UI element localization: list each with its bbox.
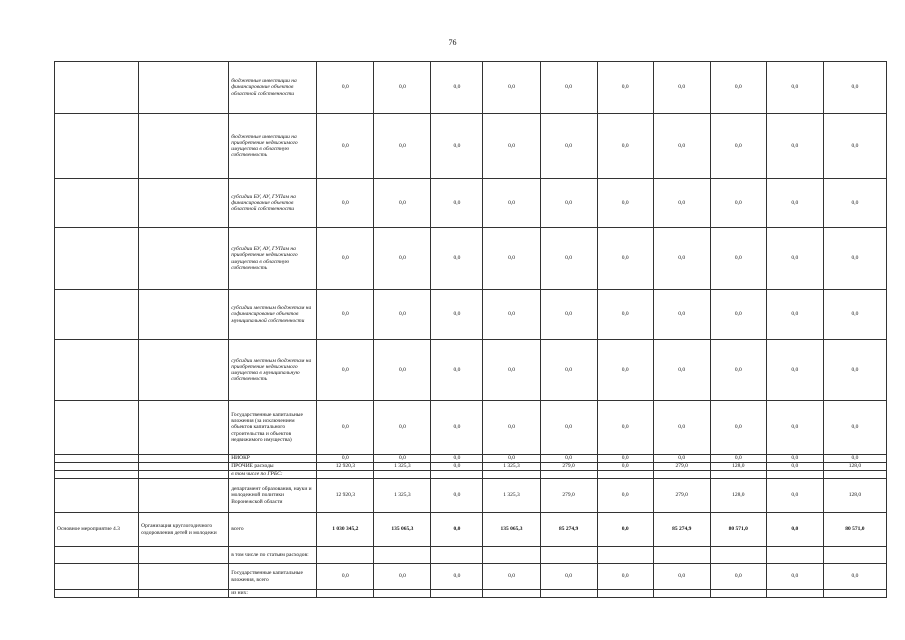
value-cell xyxy=(653,471,710,479)
value-cell: 0,0 xyxy=(431,228,483,290)
value-cell xyxy=(597,590,653,598)
row-label: из них: xyxy=(229,590,317,598)
value-cell: 0,0 xyxy=(597,401,653,455)
value-cell: 0,0 xyxy=(823,564,886,590)
value-cell xyxy=(317,547,374,564)
value-cell xyxy=(653,590,710,598)
value-cell: 1 325,3 xyxy=(374,463,431,471)
value-cell: 0,0 xyxy=(653,62,710,114)
value-cell: 0,0 xyxy=(317,290,374,340)
table-row xyxy=(55,590,887,598)
budget-table xyxy=(54,61,887,598)
value-cell: 0,0 xyxy=(597,62,653,114)
value-cell: 128,0 xyxy=(823,463,886,471)
value-cell: 0,0 xyxy=(374,564,431,590)
value-cell: 0,0 xyxy=(823,179,886,228)
value-cell xyxy=(710,547,766,564)
empty-cell xyxy=(55,463,139,471)
value-cell: 0,0 xyxy=(317,564,374,590)
value-cell: 128,0 xyxy=(710,479,766,513)
value-cell: 0,0 xyxy=(431,114,483,179)
empty-cell xyxy=(139,228,229,290)
value-cell: 0,0 xyxy=(597,463,653,471)
value-cell: 0,0 xyxy=(710,290,766,340)
value-cell xyxy=(597,547,653,564)
value-cell: 12 920,3 xyxy=(317,479,374,513)
value-cell: 279,0 xyxy=(540,463,597,471)
value-cell: 0,0 xyxy=(766,290,823,340)
value-cell: 0,0 xyxy=(317,114,374,179)
row-label: ПРОЧИЕ расходы xyxy=(229,463,317,471)
value-cell: 0,0 xyxy=(597,179,653,228)
value-cell: 0,0 xyxy=(483,179,540,228)
empty-cell xyxy=(139,590,229,598)
empty-cell xyxy=(55,547,139,564)
value-cell: 0,0 xyxy=(374,228,431,290)
value-cell: 128,0 xyxy=(823,479,886,513)
value-cell: 135 065,3 xyxy=(374,513,431,547)
value-cell: 0,0 xyxy=(483,564,540,590)
row-label: бюджетные инвестиции на финансирование объектов областной собственности xyxy=(229,62,317,114)
value-cell: 0,0 xyxy=(766,340,823,401)
value-cell: 0,0 xyxy=(766,179,823,228)
row-label: субсидии местным бюджетам на софинансирование объектов муниципальной собственности xyxy=(229,290,317,340)
value-cell: 0,0 xyxy=(374,62,431,114)
value-cell: 0,0 xyxy=(483,455,540,463)
value-cell: 0,0 xyxy=(431,564,483,590)
value-cell xyxy=(317,590,374,598)
value-cell xyxy=(540,547,597,564)
value-cell xyxy=(317,471,374,479)
empty-cell xyxy=(139,179,229,228)
value-cell: 1 030 345,2 xyxy=(317,513,374,547)
empty-cell xyxy=(139,471,229,479)
value-cell: 0,0 xyxy=(710,401,766,455)
event-label: Основное мероприятие 4.3 xyxy=(55,513,139,547)
row-label: Государственные капитальные вложения (за исключением объектов капитального строительства и объектов недвижимого имущества) xyxy=(229,401,317,455)
value-cell: 0,0 xyxy=(374,401,431,455)
value-cell: 0,0 xyxy=(597,479,653,513)
value-cell: 0,0 xyxy=(483,228,540,290)
value-cell: 0,0 xyxy=(483,114,540,179)
empty-cell xyxy=(55,401,139,455)
value-cell: 279,0 xyxy=(540,479,597,513)
value-cell: 0,0 xyxy=(710,62,766,114)
value-cell: 0,0 xyxy=(653,114,710,179)
value-cell: 0,0 xyxy=(653,340,710,401)
value-cell: 0,0 xyxy=(766,62,823,114)
value-cell: 0,0 xyxy=(317,228,374,290)
value-cell xyxy=(710,590,766,598)
value-cell: 0,0 xyxy=(540,564,597,590)
value-cell xyxy=(374,471,431,479)
value-cell xyxy=(710,471,766,479)
value-cell: 0,0 xyxy=(597,564,653,590)
value-cell: 1 325,3 xyxy=(374,479,431,513)
value-cell: 0,0 xyxy=(823,340,886,401)
table-row xyxy=(55,547,887,564)
value-cell: 1 325,3 xyxy=(483,479,540,513)
value-cell: 135 065,3 xyxy=(483,513,540,547)
value-cell: 0,0 xyxy=(823,114,886,179)
value-cell: 0,0 xyxy=(597,290,653,340)
value-cell: 0,0 xyxy=(317,179,374,228)
empty-cell xyxy=(139,463,229,471)
table-row xyxy=(55,479,887,513)
value-cell xyxy=(766,590,823,598)
table-row xyxy=(55,340,887,401)
row-label: НИОКР xyxy=(229,455,317,463)
table-row xyxy=(55,463,887,471)
value-cell xyxy=(483,471,540,479)
value-cell: 0,0 xyxy=(766,455,823,463)
value-cell: 80 571,0 xyxy=(823,513,886,547)
value-cell: 0,0 xyxy=(766,513,823,547)
row-label: субсидии БУ, АУ, ГУПам на приобретение недвижимого имущества в областную собственность xyxy=(229,228,317,290)
value-cell: 0,0 xyxy=(766,401,823,455)
empty-cell xyxy=(55,114,139,179)
value-cell: 0,0 xyxy=(653,564,710,590)
value-cell: 0,0 xyxy=(710,179,766,228)
value-cell: 0,0 xyxy=(540,179,597,228)
value-cell: 128,0 xyxy=(710,463,766,471)
value-cell: 0,0 xyxy=(653,290,710,340)
empty-cell xyxy=(55,62,139,114)
empty-cell xyxy=(139,62,229,114)
value-cell: 0,0 xyxy=(317,401,374,455)
value-cell: 0,0 xyxy=(483,290,540,340)
value-cell: 0,0 xyxy=(766,463,823,471)
value-cell: 0,0 xyxy=(540,340,597,401)
value-cell: 0,0 xyxy=(597,228,653,290)
table-row xyxy=(55,290,887,340)
value-cell: 0,0 xyxy=(483,62,540,114)
value-cell: 0,0 xyxy=(540,114,597,179)
value-cell: 85 274,9 xyxy=(653,513,710,547)
value-cell xyxy=(823,471,886,479)
empty-cell xyxy=(139,340,229,401)
value-cell: 0,0 xyxy=(431,463,483,471)
value-cell: 0,0 xyxy=(374,340,431,401)
row-label: бюджетные инвестиции на приобретение недвижимого имущества в областную собственность xyxy=(229,114,317,179)
value-cell: 0,0 xyxy=(823,62,886,114)
table-body xyxy=(55,62,887,598)
value-cell: 0,0 xyxy=(431,455,483,463)
value-cell: 0,0 xyxy=(374,114,431,179)
table-row xyxy=(55,513,887,547)
value-cell: 0,0 xyxy=(597,340,653,401)
value-cell: 0,0 xyxy=(317,340,374,401)
empty-cell xyxy=(139,401,229,455)
value-cell xyxy=(823,547,886,564)
table-row xyxy=(55,62,887,114)
value-cell: 0,0 xyxy=(653,228,710,290)
value-cell: 0,0 xyxy=(317,62,374,114)
value-cell: 0,0 xyxy=(483,401,540,455)
table-row xyxy=(55,471,887,479)
value-cell xyxy=(823,590,886,598)
empty-cell xyxy=(55,179,139,228)
page-number: 76 xyxy=(448,38,457,47)
empty-cell xyxy=(55,471,139,479)
row-label: Государственные капитальные вложения, всего xyxy=(229,564,317,590)
value-cell xyxy=(540,471,597,479)
value-cell: 0,0 xyxy=(653,401,710,455)
value-cell: 0,0 xyxy=(710,564,766,590)
value-cell: 0,0 xyxy=(431,290,483,340)
value-cell xyxy=(597,471,653,479)
value-cell: 0,0 xyxy=(710,455,766,463)
value-cell: 0,0 xyxy=(374,179,431,228)
value-cell: 0,0 xyxy=(374,290,431,340)
empty-cell xyxy=(55,290,139,340)
empty-cell xyxy=(55,455,139,463)
empty-cell xyxy=(139,479,229,513)
value-cell xyxy=(431,590,483,598)
value-cell xyxy=(540,590,597,598)
value-cell: 0,0 xyxy=(483,340,540,401)
empty-cell xyxy=(139,547,229,564)
event-title: Организация круглогодичного оздоровления детей и молодежи xyxy=(139,513,229,547)
value-cell: 0,0 xyxy=(540,455,597,463)
value-cell: 0,0 xyxy=(766,564,823,590)
empty-cell xyxy=(55,590,139,598)
value-cell: 0,0 xyxy=(431,513,483,547)
empty-cell xyxy=(55,340,139,401)
empty-cell xyxy=(55,564,139,590)
table-row xyxy=(55,228,887,290)
value-cell: 0,0 xyxy=(317,455,374,463)
empty-cell xyxy=(55,479,139,513)
value-cell: 0,0 xyxy=(540,228,597,290)
table-row xyxy=(55,114,887,179)
row-label: департамент образования, науки и молодежной политики Воронежской области xyxy=(229,479,317,513)
value-cell: 0,0 xyxy=(766,114,823,179)
value-cell: 0,0 xyxy=(710,114,766,179)
value-cell: 279,0 xyxy=(653,463,710,471)
row-label: субсидии БУ, АУ, ГУПам на финансирование объектов областной собственности xyxy=(229,179,317,228)
value-cell: 1 325,3 xyxy=(483,463,540,471)
empty-cell xyxy=(139,455,229,463)
value-cell xyxy=(653,547,710,564)
value-cell: 0,0 xyxy=(597,455,653,463)
value-cell xyxy=(766,471,823,479)
value-cell: 0,0 xyxy=(540,290,597,340)
value-cell: 0,0 xyxy=(431,401,483,455)
value-cell: 0,0 xyxy=(823,401,886,455)
value-cell: 0,0 xyxy=(540,62,597,114)
value-cell: 0,0 xyxy=(766,479,823,513)
value-cell xyxy=(431,547,483,564)
value-cell: 0,0 xyxy=(431,340,483,401)
value-cell: 0,0 xyxy=(431,62,483,114)
value-cell: 0,0 xyxy=(653,455,710,463)
row-label: в том числе по ГРБС: xyxy=(229,471,317,479)
value-cell xyxy=(431,471,483,479)
value-cell: 0,0 xyxy=(710,340,766,401)
value-cell xyxy=(483,590,540,598)
value-cell: 0,0 xyxy=(710,228,766,290)
empty-cell xyxy=(55,228,139,290)
value-cell: 0,0 xyxy=(653,179,710,228)
value-cell: 0,0 xyxy=(766,228,823,290)
value-cell: 0,0 xyxy=(431,479,483,513)
value-cell xyxy=(483,547,540,564)
value-cell xyxy=(374,547,431,564)
value-cell: 0,0 xyxy=(597,114,653,179)
empty-cell xyxy=(139,114,229,179)
value-cell: 0,0 xyxy=(374,455,431,463)
value-cell: 0,0 xyxy=(431,179,483,228)
table-row xyxy=(55,179,887,228)
value-cell: 279,0 xyxy=(653,479,710,513)
value-cell: 12 920,3 xyxy=(317,463,374,471)
value-cell: 0,0 xyxy=(823,455,886,463)
value-cell: 0,0 xyxy=(597,513,653,547)
row-label: в том числе по статьям расходов: xyxy=(229,547,317,564)
empty-cell xyxy=(139,290,229,340)
value-cell: 0,0 xyxy=(823,290,886,340)
table-row xyxy=(55,564,887,590)
table-row xyxy=(55,401,887,455)
value-cell: 80 571,0 xyxy=(710,513,766,547)
row-label: всего xyxy=(229,513,317,547)
value-cell: 0,0 xyxy=(823,228,886,290)
value-cell xyxy=(374,590,431,598)
value-cell: 0,0 xyxy=(540,401,597,455)
row-label: субсидии местным бюджетам на приобретение недвижимого имущества в муниципальную собственность xyxy=(229,340,317,401)
value-cell: 85 274,9 xyxy=(540,513,597,547)
empty-cell xyxy=(139,564,229,590)
table-row xyxy=(55,455,887,463)
value-cell xyxy=(766,547,823,564)
